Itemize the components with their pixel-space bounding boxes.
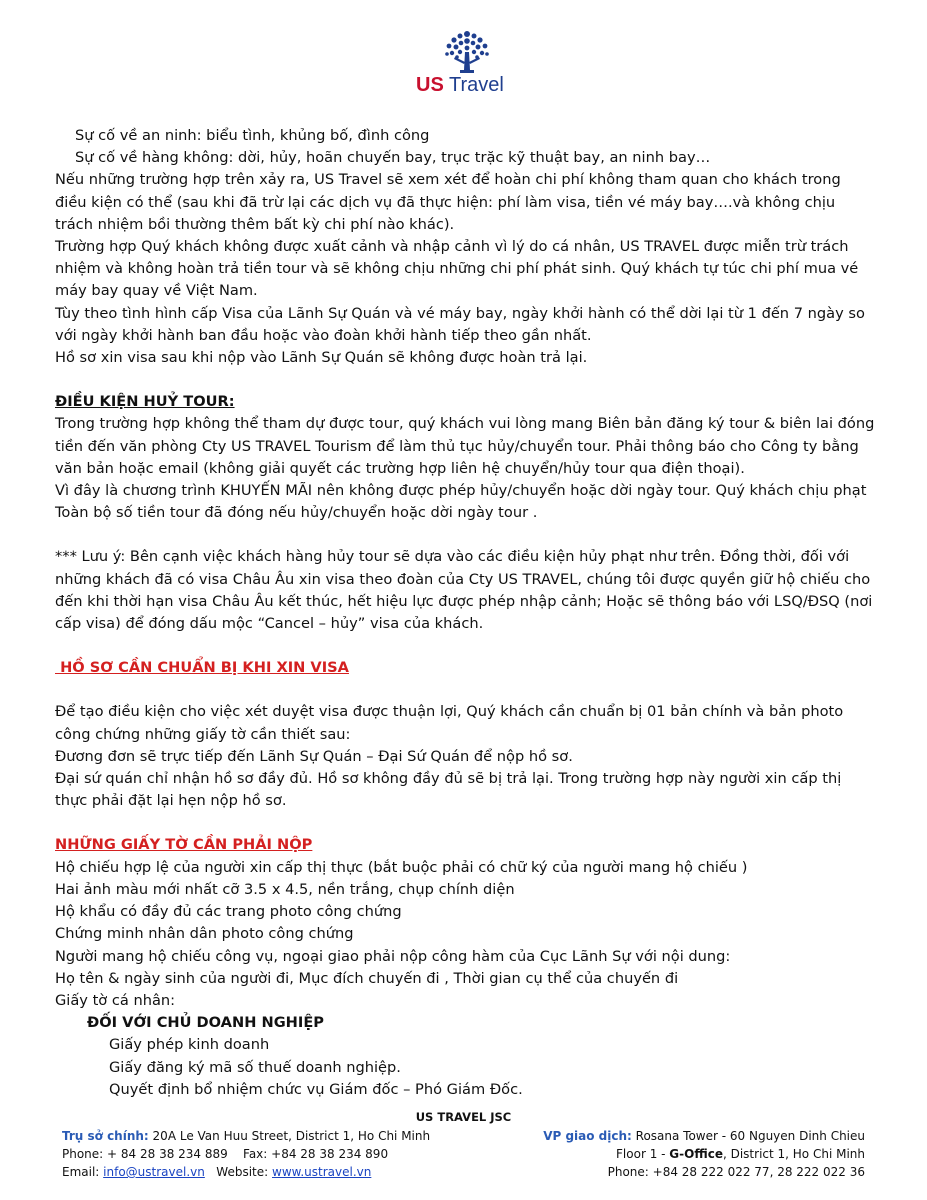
document-item: Người mang hộ chiếu công vụ, ngoại giao phải nộp công hàm của Cục Lãnh Sự với nội dung:	[55, 947, 731, 965]
intro-line-security: Sự cố về an ninh: biểu tình, khủng bố, đình công	[75, 127, 430, 144]
logo-wordmark	[416, 74, 504, 97]
footer-email-link[interactable]: info@ustravel.vn	[103, 1165, 205, 1179]
footer-headquarters	[62, 1127, 462, 1181]
footer-email-label: Email:	[62, 1165, 104, 1179]
intro-paragraph: Hồ sơ xin visa sau khi nộp vào Lãnh Sự Quán sẽ không được hoàn trả lại.	[55, 349, 588, 367]
footer-website-link[interactable]: www.ustravel.vn	[272, 1165, 372, 1179]
footer-office	[445, 1127, 865, 1181]
business-item: Giấy phép kinh doanh	[109, 1036, 270, 1054]
footer-floor-suffix: , District 1, Ho Chi Minh	[722, 1147, 865, 1161]
footer-office-floor	[445, 1145, 865, 1163]
business-owner-heading: ĐỐI VỚI CHỦ DOANH NGHIỆP	[87, 1014, 324, 1032]
page-footer	[0, 1108, 927, 1179]
cancel-paragraph: Trong trường hợp không thể tham dự được tour, quý khách vui lòng mang Biên bản đăng ký tour & biên lai đóng tiền đến văn phòng Cty US TRAVEL Tourism để làm thủ tục hủy/chuyển tour. Phải thông báo cho Công ty bằng văn bản hoặc email (không giải quyết các trường hợp liên hệ chuyển/hủy tour qua điện thoại).	[55, 415, 875, 477]
footer-office-address: Rosana Tower - 60 Nguyen Dinh Chieu	[631, 1129, 865, 1143]
intro-line-aviation: Sự cố về hàng không: dời, hủy, hoãn chuyến bay, trục trặc kỹ thuật bay, an ninh bay…	[75, 149, 711, 167]
intro-paragraph: Trường hợp Quý khách không được xuất cảnh và nhập cảnh vì lý do cá nhân, US TRAVEL được miễn trừ trách nhiệm và không hoàn trả tiền tour và sẽ không chịu những chi phí phát sinh. Quý khách tự túc chi phí mua vé máy bay quay về Việt Nam.	[55, 238, 859, 300]
footer-floor-name: G-Office	[669, 1147, 723, 1161]
footer-floor-prefix: Floor 1 -	[616, 1147, 670, 1161]
cancel-paragraph: Vì đây là chương trình KHUYẾN MÃI nên không được phép hủy/chuyển hoặc dời ngày tour. Quý khách chịu phạt Toàn bộ số tiền tour đã đóng nếu hủy/chuyển hoặc dời ngày tour .	[55, 482, 867, 522]
document-body	[55, 125, 875, 1101]
cancel-heading: ĐIỀU KIỆN HUỶ TOUR:	[55, 393, 235, 411]
business-item: Quyết định bổ nhiệm chức vụ Giám đốc – Phó Giám Đốc.	[109, 1080, 523, 1098]
document-item: Chứng minh nhân dân photo công chứng	[55, 925, 354, 943]
footer-hq-label: Trụ sở chính:	[62, 1129, 149, 1143]
visa-heading: HỒ SƠ CẦN CHUẨN BỊ KHI XIN VISA	[55, 659, 349, 677]
intro-paragraph: Tùy theo tình hình cấp Visa của Lãnh Sự Quán và vé máy bay, ngày khởi hành có thể dời lại từ 1 đến 7 ngày so với ngày khởi hành ban đầu hoặc vào đoàn khởi hành tiếp theo gần nhất.	[55, 304, 865, 344]
footer-office-label: VP giao dịch:	[543, 1129, 632, 1143]
cancel-note: *** Lưu ý: Bên cạnh việc khách hàng hủy tour sẽ dựa vào các điều kiện hủy phạt như trên. Đồng thời, đối với những khách đã có visa Châu Âu xin visa theo đoàn của Cty US TRAVEL, chúng tôi được quyền giữ hộ chiếu cho đến khi thời hạn visa Châu Âu kết thúc, hết hiệu lực được phép nhập cảnh; Hoặc sẽ thông báo với LSQ/ĐSQ (nơi cấp visa) để đóng dấu mộc “Cancel – hủy” visa của khách.	[55, 548, 873, 633]
logo-travel: Travel	[449, 74, 504, 96]
footer-office-line	[445, 1127, 865, 1145]
document-item: Hộ khẩu có đầy đủ các trang photo công chứng	[55, 903, 402, 921]
footer-website-label: Website:	[204, 1165, 272, 1179]
visa-paragraph: Để tạo điều kiện cho việc xét duyệt visa được thuận lợi, Quý khách cần chuẩn bị 01 bản chính và bản photo công chứng những giấy tờ cần thiết sau:	[55, 703, 844, 743]
footer-hq-phone: Phone: + 84 28 38 234 889 Fax: +84 28 38 234 890	[62, 1147, 389, 1161]
footer-company-name: US TRAVEL JSC	[415, 1110, 512, 1124]
footer-hq-line	[62, 1127, 462, 1145]
footer-office-phone: Phone: +84 28 222 022 77, 28 222 022 36	[607, 1165, 865, 1179]
document-item: Hai ảnh màu mới nhất cỡ 3.5 x 4.5, nền trắng, chụp chính diện	[55, 880, 515, 898]
footer-contact-line	[62, 1163, 462, 1181]
business-item: Giấy đăng ký mã số thuế doanh nghiệp.	[109, 1058, 401, 1076]
logo-us: US	[416, 74, 444, 96]
footer-hq-address: 20A Le Van Huu Street, District 1, Ho Chi Minh	[148, 1129, 431, 1143]
us-travel-logo	[412, 28, 522, 102]
tree-logo-icon	[440, 28, 494, 74]
document-item: Họ tên & ngày sinh của người đi, Mục đích chuyến đi , Thời gian cụ thể của chuyến đi	[55, 969, 679, 987]
documents-heading: NHỮNG GIẤY TỜ CẦN PHẢI NỘP	[55, 836, 313, 854]
visa-paragraph: Đương đơn sẽ trực tiếp đến Lãnh Sự Quán – Đại Sứ Quán để nộp hồ sơ.	[55, 747, 573, 765]
page-header	[0, 28, 927, 102]
visa-paragraph: Đại sứ quán chỉ nhận hồ sơ đầy đủ. Hồ sơ không đầy đủ sẽ bị trả lại. Trong trường hợp này người xin cấp thị thực phải đặt lại hẹn nộp hồ sơ.	[55, 770, 842, 810]
intro-paragraph: Nếu những trường hợp trên xảy ra, US Travel sẽ xem xét để hoàn chi phí không tham quan cho khách trong điều kiện có thể (sau khi đã trừ lại các dịch vụ đã thực hiện: phí làm visa, tiền vé máy bay….và không chịu trách nhiệm bồi thường thêm bất kỳ chi phí nào khác).	[55, 171, 841, 233]
document-item: Hộ chiếu hợp lệ của người xin cấp thị thực (bắt buộc phải có chữ ký của người mang hộ chiếu )	[55, 858, 748, 876]
document-item: Giấy tờ cá nhân:	[55, 991, 176, 1009]
